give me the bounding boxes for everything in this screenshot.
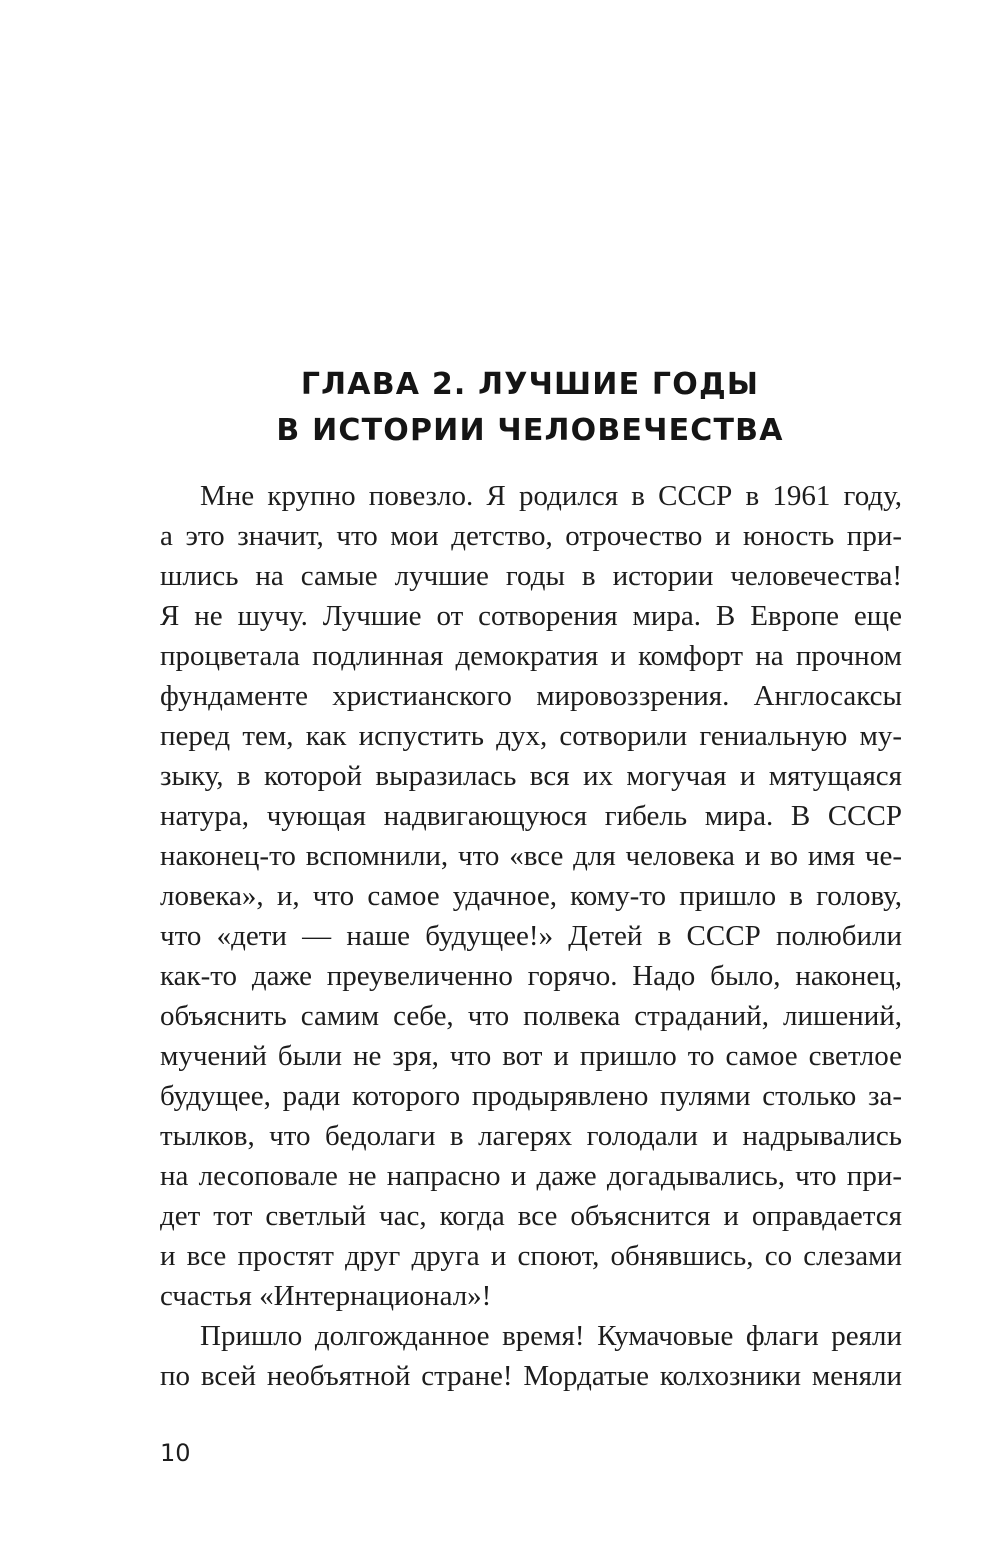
chapter-title-line-1: ГЛАВА 2. ЛУЧШИЕ ГОДЫ (300, 367, 760, 402)
text-line: на лесоповале не напрасно и даже догадывались, что при- (160, 1160, 902, 1192)
text-line: перед тем, как испустить дух, сотворили гениальную му- (160, 720, 902, 752)
text-line: а это значит, что мои детство, отрочество и юность при- (160, 520, 902, 552)
text-line: процветала подлинная демократия и комфорт на прочном (160, 640, 902, 672)
chapter-title (160, 362, 900, 454)
text-line: Пришло долгожданное время! Кумачовые флаги реяли (200, 1320, 902, 1352)
text-line: мучений были не зря, что вот и пришло то самое светлое (160, 1040, 902, 1072)
page-number: 10 (160, 1439, 191, 1467)
text-line: зыку, в которой выразилась вся их могучая и мятущаяся (160, 760, 902, 792)
text-line: Мне крупно повезло. Я родился в СССР в 1961 году, (200, 480, 902, 512)
text-line: Я не шучу. Лучшие от сотворения мира. В Европе еще (160, 600, 902, 632)
text-line: фундаменте христианского мировоззрения. Англосаксы (160, 680, 902, 712)
text-line: шлись на самые лучшие годы в истории человечества! (160, 560, 902, 592)
paragraph-2 (160, 1316, 902, 1396)
text-line: дет тот светлый час, когда все объяснится и оправдается (160, 1200, 902, 1232)
text-line: по всей необъятной стране! Мордатые колхозники меняли (160, 1360, 902, 1392)
text-line: наконец-то вспомнили, что «все для человека и во имя че- (160, 840, 902, 872)
text-line: как-то даже преувеличенно горячо. Надо было, наконец, (160, 960, 902, 992)
text-line: тылков, что бедолаги в лагерях голодали и надрывались (160, 1120, 902, 1152)
text-line: будущее, ради которого продырявлено пулями столько за- (160, 1080, 902, 1112)
text-line: ловека», и, что самое удачное, кому-то пришло в голову, (160, 880, 902, 912)
text-line: счастья «Интернационал»! (160, 1280, 492, 1312)
text-line: что «дети — наше будущее!» Детей в СССР полюбили (160, 920, 902, 952)
text-line: объяснить самим себе, что полвека страданий, лишений, (160, 1000, 902, 1032)
text-line: натура, чующая надвигающуюся гибель мира. В СССР (160, 800, 902, 832)
chapter-title-line-2: В ИСТОРИИ ЧЕЛОВЕЧЕСТВА (276, 413, 784, 448)
text-line: и все простят друг друга и споют, обнявшись, со слезами (160, 1240, 902, 1272)
body-text (160, 476, 902, 1396)
paragraph-1 (160, 476, 902, 1316)
